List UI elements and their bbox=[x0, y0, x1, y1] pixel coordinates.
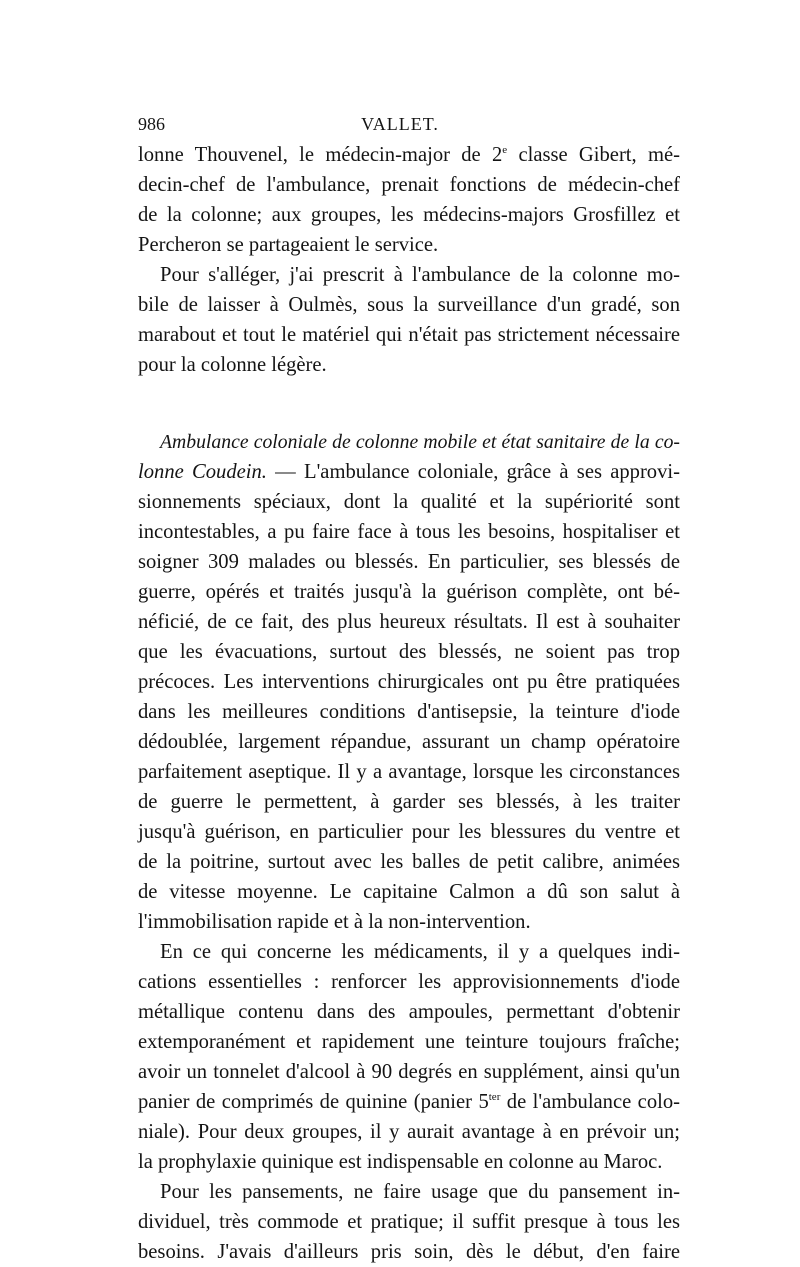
text-line: de guerre le permettent, à garder ses blessés, à les traiter bbox=[138, 791, 680, 813]
text-line: bile de laisser à Oulmès, sous la surveillance d'un gradé, son bbox=[138, 294, 680, 316]
text-line: de la colonne; aux groupes, les médecins-majors Grosfillez et bbox=[138, 204, 680, 226]
text-line: incontestables, a pu faire face à tous les besoins, hospitaliser et bbox=[138, 521, 680, 543]
text-line: Pour s'alléger, j'ai prescrit à l'ambulance de la colonne mo- bbox=[160, 264, 680, 286]
page-header bbox=[138, 112, 662, 142]
superscript: ter bbox=[488, 1091, 501, 1103]
section-heading: Ambulance coloniale de colonne mobile et état sanitaire de la co- bbox=[160, 431, 680, 453]
text-line: sionnements spéciaux, dont la qualité et la supériorité sont bbox=[138, 491, 680, 513]
text-line: panier de comprimés de quinine (panier $5^{ter}$ de l'ambulance colo- bbox=[138, 1091, 680, 1113]
text-line: pour la colonne légère. bbox=[138, 354, 327, 376]
text-line: avoir un tonnelet d'alcool à 90 degrés en supplément, ainsi qu'un bbox=[138, 1061, 680, 1083]
text-line: précoces. Les interventions chirurgicales ont pu être pratiquées bbox=[138, 671, 680, 693]
running-head: VALLET. bbox=[361, 114, 439, 134]
text-line: jusqu'à guérison, en particulier pour les blessures du ventre et bbox=[138, 821, 680, 843]
section-heading: lonne Coudein. bbox=[138, 461, 267, 483]
superscript: e bbox=[502, 144, 508, 156]
page-number: 986 bbox=[138, 114, 165, 134]
text-line: que les évacuations, surtout des blessés, ne soient pas trop bbox=[138, 641, 680, 663]
text-line: de vitesse moyenne. Le capitaine Calmon a dû son salut à bbox=[138, 881, 680, 903]
text-line: soigner 309 malades ou blessés. En particulier, ses blessés de bbox=[138, 551, 680, 573]
paragraph bbox=[138, 260, 680, 380]
text-line: niale). Pour deux groupes, il y aurait avantage à en prévoir un; bbox=[138, 1121, 680, 1143]
text-line: l'immobilisation rapide et à la non-intervention. bbox=[138, 911, 531, 933]
text-line: extemporanément et rapidement une teinture toujours fraîche; bbox=[138, 1031, 680, 1053]
text-line: besoins. J'avais d'ailleurs pris soin, dès le début, d'en faire bbox=[138, 1241, 680, 1263]
text-line bbox=[138, 427, 680, 457]
text-line: dividuel, très commode et pratique; il suffit presque à tous les bbox=[138, 1211, 680, 1233]
text-line: Percheron se partageaient le service. bbox=[138, 234, 439, 256]
paragraph bbox=[138, 1177, 680, 1267]
text-line: Pour les pansements, ne faire usage que du pansement in- bbox=[160, 1181, 680, 1203]
text-line: la prophylaxie quinique est indispensable en colonne au Maroc. bbox=[138, 1151, 663, 1173]
text-line: cations essentielles : renforcer les approvisionnements d'iode bbox=[138, 971, 680, 993]
text-line: lonne Thouvenel, le médecin-major de 2e classe Gibert, mé- bbox=[138, 144, 680, 166]
text-line: dédoublée, largement répandue, assurant un champ opératoire bbox=[138, 731, 680, 753]
text-line: néficié, de ce fait, des plus heureux résultats. Il est à souhaiter bbox=[138, 611, 680, 633]
text-line: En ce qui concerne les médicaments, il y a quelques indi- bbox=[160, 941, 680, 963]
paragraph bbox=[138, 427, 680, 937]
paragraph bbox=[138, 937, 680, 1177]
text-line: marabout et tout le matériel qui n'était pas strictement nécessaire bbox=[138, 324, 680, 346]
text-line: de la poitrine, surtout avec les balles de petit calibre, animées bbox=[138, 851, 680, 873]
text-line: decin-chef de l'ambulance, prenait fonctions de médecin-chef bbox=[138, 174, 680, 196]
text-line: guerre, opérés et traités jusqu'à la guérison complète, ont bé- bbox=[138, 581, 680, 603]
text-line: dans les meilleures conditions d'antisepsie, la teinture d'iode bbox=[138, 701, 680, 723]
section-gap bbox=[138, 380, 680, 427]
paragraph bbox=[138, 140, 680, 260]
text-line: métallique contenu dans des ampoules, permettant d'obtenir bbox=[138, 1001, 680, 1023]
text-line: parfaitement aseptique. Il y a avantage, lorsque les circonstances bbox=[138, 761, 680, 783]
text-line: lonne Coudein. — L'ambulance coloniale, grâce à ses approvi- bbox=[138, 461, 680, 483]
body-text bbox=[138, 140, 680, 1267]
